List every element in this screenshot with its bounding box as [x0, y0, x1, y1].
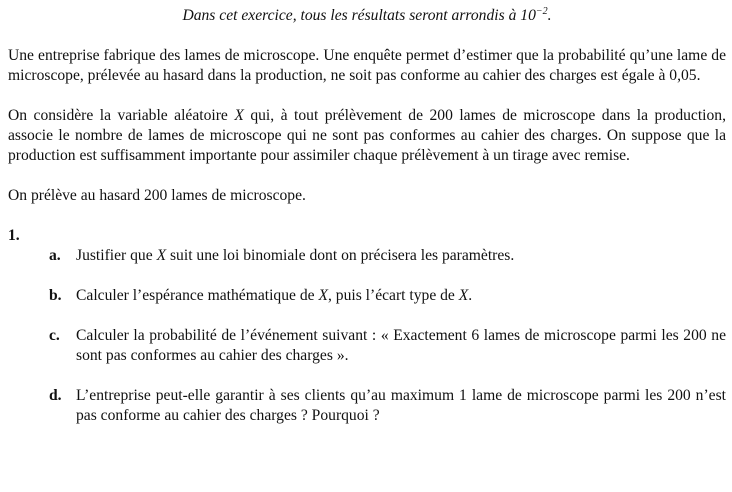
- item-text: , puis l’écart type de: [327, 287, 459, 304]
- item-label: a.: [49, 247, 61, 264]
- random-variable-text-start: On considère la variable aléatoire: [8, 107, 235, 124]
- question-item-d: [8, 386, 726, 426]
- variable-x: X: [458, 287, 469, 304]
- item-text: .: [468, 287, 473, 304]
- item-text: Justifier que: [76, 247, 157, 264]
- item-text: suit une loi binomiale dont on précisera les paramètres.: [166, 247, 515, 264]
- item-text: Calculer la probabilité de l’événement suivant : « Exactement 6 lames de microscope parmi les 200 ne sont pas conformes au cahier des charges ».: [76, 327, 726, 364]
- context-paragraph: Une entreprise fabrique des lames de microscope. Une enquête permet d’estimer que la probabilité qu’une lame de microscope, prélevée au hasard dans la production, ne soit pas conforme au cahier des charges est égale à 0,05.: [8, 47, 726, 84]
- question-item-c: [8, 326, 726, 366]
- question-number: 1.: [8, 227, 20, 244]
- random-variable-paragraph: [8, 106, 726, 166]
- question-item-a: [8, 246, 726, 266]
- item-text: L’entreprise peut-elle garantir à ses clients qu’au maximum 1 lame de microscope parmi les 200 n’est pas conforme au cahier des charges ? Pourquoi ?: [76, 387, 726, 424]
- item-label: b.: [49, 287, 62, 304]
- variable-x: X: [156, 247, 167, 264]
- rounding-instruction-text: Dans cet exercice, tous les résultats seront arrondis à 10: [182, 7, 536, 24]
- item-label: d.: [49, 387, 62, 404]
- random-variable-text-end: qui, à tout prélèvement de 200 lames de microscope dans la production, associe le nombre de lames de microscope qui ne sont pas conformes au cahier des charges. On suppose que la production est suffisamment importante pour assimiler chaque prélèvement à un tirage avec remise.: [8, 107, 726, 164]
- rounding-exponent: −2: [535, 6, 548, 17]
- sampling-paragraph: On prélève au hasard 200 lames de microscope.: [8, 187, 306, 204]
- variable-x: X: [234, 107, 244, 124]
- rounding-instruction-end: .: [547, 7, 552, 24]
- exercise-page: [8, 6, 726, 426]
- question-item-b: [8, 286, 726, 306]
- rounding-instruction: [8, 6, 726, 26]
- variable-x: X: [318, 287, 328, 304]
- item-text: Calculer l’espérance mathématique de: [76, 287, 319, 304]
- item-label: c.: [49, 327, 60, 344]
